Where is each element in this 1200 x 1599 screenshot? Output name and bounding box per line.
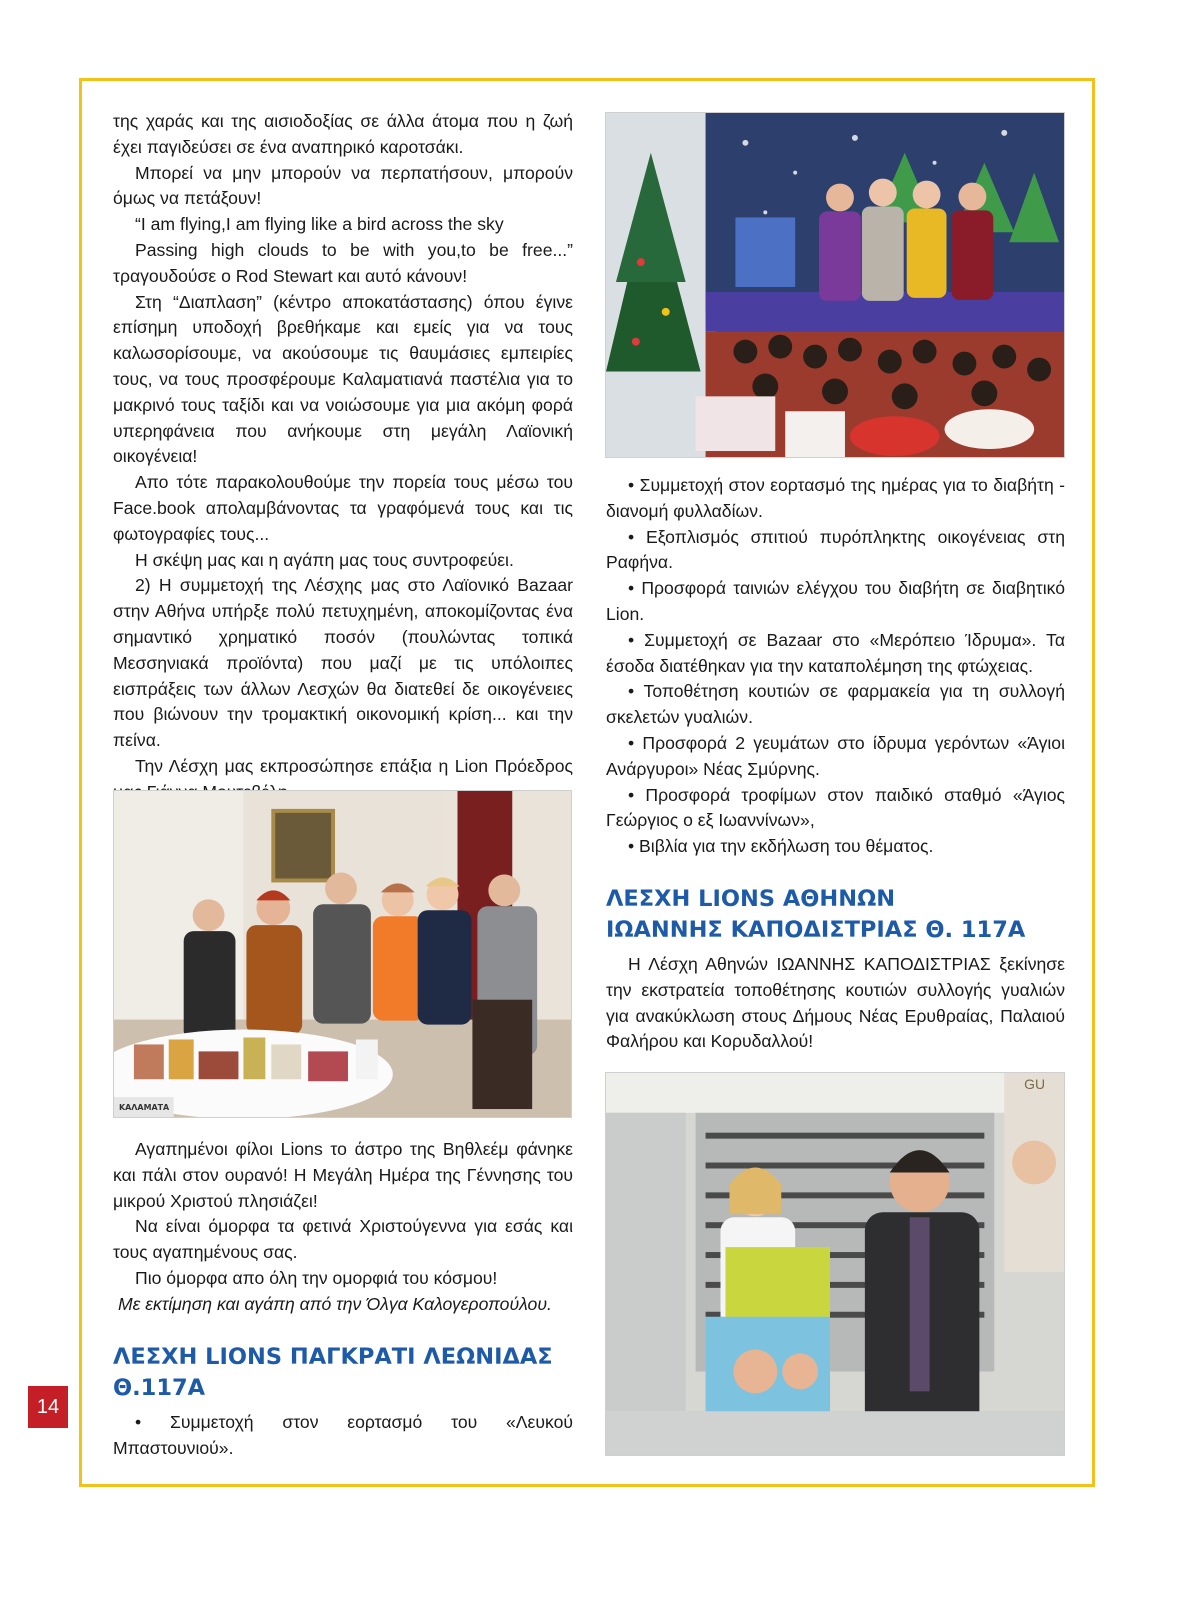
paragraph: Απο τότε παρακολουθούμε την πορεία τους μέσω του Face.book απολαμβάνοντας τα γραφόμενά τους και τις φωτογραφίες τους... [113,472,573,544]
optician-store-photo [605,1072,1065,1456]
bullet-item: • Τοποθέτηση κουτιών σε φαρμακεία για τη συλλογή σκελετών γυαλιών. [606,681,1065,728]
bullet-item: • Προσφορά 2 γευμάτων στο ίδρυμα γερόντων «Άγιοι Ανάργυροι» Νέας Σμύρνης. [606,732,1065,779]
right-bullets [606,473,1065,860]
pangrati-section [113,1342,573,1462]
bullet-item: • Συμμετοχή στον εορτασμό της ημέρας για το διαβήτη - διανομή φυλλαδίων. [606,475,1065,521]
paragraph: Πιο όμορφα απο όλη την ομορφιά του κόσμου! [135,1267,498,1288]
paragraph: Αγαπημένοι φίλοι Lions το άστρο της Βηθλεέμ φάνηκε και πάλι στον ουρανό! Η Μεγάλη Ημέρα της Γέννησης του μικρού Χριστού πλησιάζει! [113,1139,573,1211]
section-heading: ΛΕΣΧΗ LIONS ΠΑΓΚΡΑΤΙ ΛΕΩΝΙΔΑΣ [113,1344,553,1370]
paragraph: Passing high clouds to be with you,to be free...” τραγουδούσε ο Rod Stewart και αυτό κάνουν! [113,239,573,286]
closing-text [113,1137,573,1318]
paragraph: Η σκέψη μας και η αγάπη μας τους συντροφεύει. [135,549,514,570]
bullet-item: • Συμμετοχή στον εορτασμό του «Λευκού Μπαστουνιού». [113,1412,573,1458]
paragraph: Να είναι όμορφα τα φετινά Χριστούγεννα για εσάς και τους αγαπημένους σας. [113,1216,573,1263]
page-number: 14 [28,1386,68,1428]
price-tag-text: ΚΑΛΑΜΑΤΑ [118,1103,170,1113]
paragraph: Την Λέσχη μας εκπροσώπησε επάξια η Lion Πρόεδρος [135,755,573,776]
paragraph: της χαράς και της αισιοδοξίας σε άλλα άτομα που η ζωή έχει παγιδεύσει σε ένα αναπηρικό καροτσάκι. [113,111,573,157]
paragraph: “I am flying,I am flying like a bird across the sky [135,214,504,235]
bullet-item: • Προσφορά τροφίμων στον παιδικό σταθμό «Άγιος Γεώργιος ο εξ Ιωαννίνων», [606,784,1065,831]
left-column-text [113,109,573,806]
christmas-event-photo [605,112,1065,458]
paragraph: Στη “Διαπλαση” (κέντρο αποκατάστασης) όπου έγινε επίσημη υποδοχή βρεθήκαμε και εμείς για να τους καλωσορίσουμε, να ακούσουμε τις θαυμάσιες εμπειρίες τους, να τους προσφέρουμε Καλαματιανά παστέλια για το μακρινό τους ταξίδι και να νοιώσουμε για μια ακόμη φορά υπερηφάνεια που ανήκουμε στη μεγάλη Λαϊονική οικογένεια! [113,291,573,467]
bullet-item: • Συμμετοχή σε Bazaar στο «Μερόπειο Ίδρυμα». Τα έσοδα διατέθηκαν για την καταπολέμηση της φτώχειας. [606,629,1065,676]
bazaar-group-photo [113,790,572,1118]
bullet-item: • Βιβλία για την εκδήλωση του θέματος. [628,836,934,857]
signature-line: Με εκτίμηση και αγάπη από την Όλγα Καλογεροπούλου. [118,1293,552,1314]
paragraph: Η Λέσχη Αθηνών ΙΩΑΝΝΗΣ ΚΑΠΟΔΙΣΤΡΙΑΣ ξεκίνησε την εκστρατεία τοποθέτησης κουτιών συλλογής γυαλιών για ανακύκλωση στους Δήμους Νέας Ερυθραίας, Παλαιού Φαλήρου και Κορυδαλλού! [606,954,1065,1052]
bullet-item: • Προσφορά ταινιών ελέγχου του διαβήτη σε διαβητικό Lion. [606,578,1065,624]
kapodistrias-section [606,884,1065,1055]
store-sign-text: GU [1024,1075,1046,1092]
section-heading: ΙΩΑΝΝΗΣ ΚΑΠΟΔΙΣΤΡΙΑΣ Θ. 117Α [606,917,1026,943]
bullet-item: • Εξοπλισμός σπιτιού πυρόπληκτης οικογένειας στη Ραφήνα. [606,526,1065,573]
paragraph: 2) Η συμμετοχή της Λέσχης μας στο Λαϊονικό Bazaar στην Αθήνα υπήρξε πολύ πετυχημένη, αποκομίζοντας ένα σημαντικό χρηματικό ποσόν (πουλώντας τοπικά Μεσσηνιακά προϊόντα) που μαζί με τις υπόλοιπες εισπράξεις των άλλων Λεσχών θα διατεθεί δε οικογένειες που βιώνουν την τρομακτική οικονομική κρίση... και την πείνα. [113,575,573,751]
section-heading: ΛΕΣΧΗ LIONS ΑΘΗΝΩΝ [606,886,896,912]
section-heading: Θ.117Α [113,1375,206,1401]
paragraph: Μπορεί να μην μπορούν να περπατήσουν, μπορούν όμως να πετάξουν! [113,162,573,209]
